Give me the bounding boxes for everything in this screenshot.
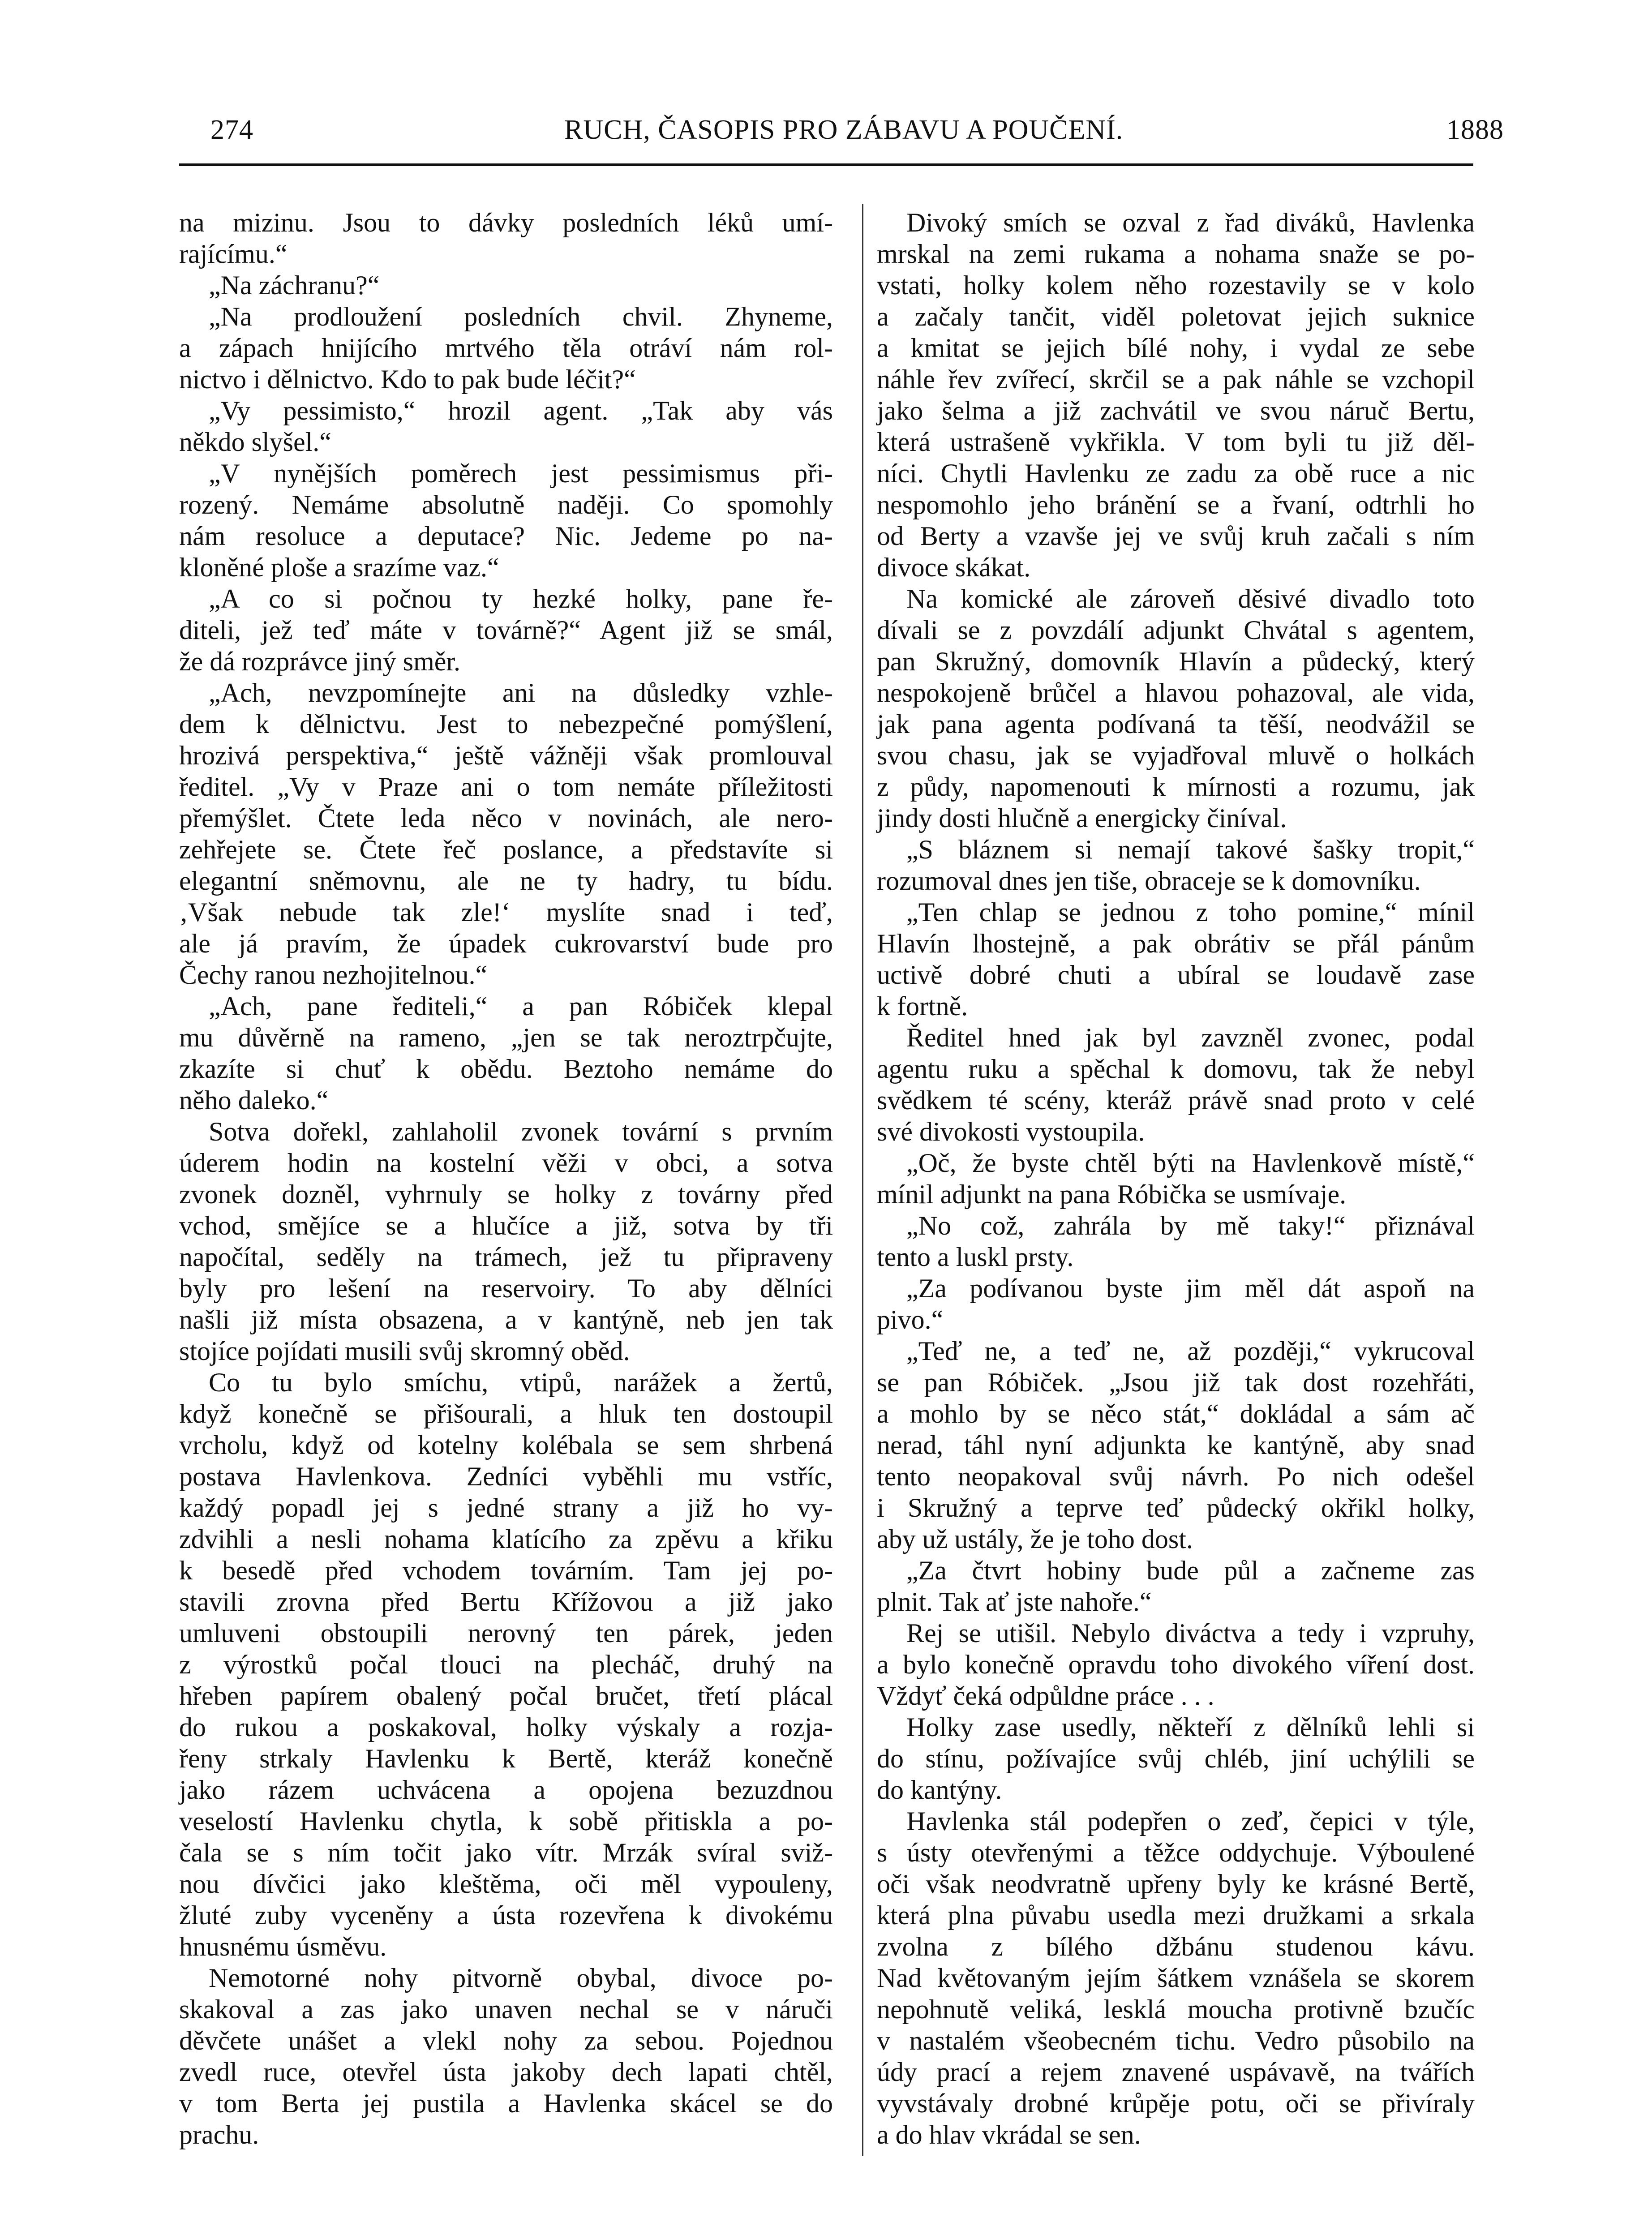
running-header-title: RUCH, ČASOPIS PRO ZÁBAVU A POUČENÍ. [564,115,1124,145]
text-line: když konečně se přišourali, a hluk ten dostoupil [179,1399,833,1428]
text-line: rozený. Nemáme absolutně naději. Co spomohly [179,490,833,519]
text-line: v tom Berta jej pustila a Havlenka skácel se do [179,2089,833,2118]
text-line: k fortně. [877,991,968,1021]
text-line: náhle řev zvířecí, skrčil se a pak náhle se vzchopil [877,365,1475,394]
text-line: kloněné ploše a srazíme vaz.“ [179,553,499,582]
text-line: Ředitel hned jak byl zavzněl zvonec, podal [906,1023,1475,1052]
text-line: „No což, zahrála by mě taky!“ přiznával [906,1211,1475,1240]
text-line: Na komické ale zároveň děsivé divadlo toto [906,584,1475,613]
header-year: 1888 [1446,115,1504,145]
text-line: aby už ustály, že je toho dost. [877,1524,1193,1554]
text-line: „Teď ne, a teď ne, až později,“ vykrucoval [906,1336,1475,1366]
text-line: nictvo i dělnictvo. Kdo to pak bude léčit?“ [179,365,636,394]
text-line: svědkem té scény, kteráž právě snad proto v celé [877,1085,1475,1115]
page-number: 274 [210,115,253,145]
text-line: Rej se utišil. Nebylo diváctva a tedy i vzpruhy, [906,1618,1475,1648]
text-line: z výrostků počal tlouci na plecháč, druhý na [179,1650,833,1679]
paragraph [877,1711,1475,1806]
paragraph [877,1617,1475,1711]
text-line: jindy dosti hlučně a energicky činíval. [877,803,1287,833]
text-line: mu důvěrně na rameno, „jen se tak neroztrpčujte, [179,1023,833,1052]
paragraph [179,395,833,458]
text-line: níci. Chytli Havlenku ze zadu za obě ruce a nic [877,459,1475,488]
paragraph [877,1335,1475,1555]
text-line: a kmitat se jejich bílé nohy, i vydal ze sebe [877,333,1475,363]
text-line: že dá rozprávce jiný směr. [179,647,461,676]
text-line: elegantní sněmovnu, ale ne ty hadry, tu bídu. [179,866,833,896]
paragraph [877,1147,1475,1210]
text-line: umluveni obstoupili nerovný ten párek, jeden [179,1618,833,1648]
paragraph [877,583,1475,834]
text-line: „Ach, nevzpomínejte ani na důsledky vzhle- [209,678,833,708]
text-line: a bylo konečně opravdu toho divokého víření dost. [877,1650,1475,1679]
text-line: vyvstávaly drobné krůpěje potu, oči se přivíraly [877,2089,1475,2118]
text-line: dívali se z povzdálí adjunkt Chvátal s agentem, [877,615,1475,645]
text-line: do stínu, požívajíce svůj chléb, jiní uchýlili se [877,1744,1475,1773]
text-line: čala se s ním točit jako vítr. Mrzák svíral sviž- [179,1838,833,1867]
text-line: hnusnému úsměvu. [179,1932,387,1961]
text-line: hřeben papírem obalený počal bručet, třetí plácal [179,1681,833,1711]
right-column [877,207,1475,2150]
text-line: stojíce pojídati musili svůj skromný oběd. [179,1336,630,1366]
text-line: svou chasu, jak se vyjadřoval mluvě o holkách [877,741,1475,770]
text-line: rozumoval dnes jen tiše, obraceje se k domovníku. [877,866,1421,896]
text-line: stavili zrovna před Bertu Křížovou a již jako [179,1587,833,1617]
paragraph [179,1116,833,1367]
paragraph [179,207,833,270]
text-line: do kantýny. [877,1775,1002,1805]
text-line: vrcholu, když od kotelny kolébala se sem shrbená [179,1430,833,1460]
column-divider [862,204,863,2156]
text-line: „Vy pessimisto,“ hrozil agent. „Tak aby vás [209,396,833,425]
paragraph [179,301,833,395]
text-line: zehřejete se. Čtete řeč poslance, a představíte si [179,835,833,864]
paragraph [179,1367,833,1962]
text-line: Divoký smích se ozval z řad diváků, Havlenka [906,208,1475,237]
text-line: děvčete unášet a vlekl nohy za sebou. Pojednou [179,2026,833,2055]
text-line: diteli, jež teď máte v továrně?“ Agent již se smál, [179,615,833,645]
text-line: napočítal, seděly na trámech, jež tu připraveny [179,1242,833,1272]
paragraph [877,207,1475,583]
paragraph [179,270,833,301]
text-line: našli již místa obsazena, a v kantýně, neb jen tak [179,1305,833,1334]
text-line: jako šelma a již zachvátil ve svou náruč Bertu, [877,396,1475,425]
text-line: a mohlo by se něco stát,“ dokládal a sám ač [877,1399,1475,1428]
text-line: nerad, táhl nyní adjunkta ke kantýně, aby snad [877,1430,1475,1460]
text-line: mrskal na zemi rukama a nohama snaže se po- [877,239,1475,269]
text-line: s ústy otevřenými a těžce oddychuje. Výboulené [877,1838,1475,1867]
text-line: pan Skružný, domovník Hlavín a půdecký, který [877,647,1475,676]
text-line: prachu. [179,2120,259,2149]
paragraph [877,1273,1475,1335]
text-line: ale já pravím, že úpadek cukrovarství bude pro [179,929,833,958]
text-line: „Za podívanou byste jim měl dát aspoň na [906,1274,1475,1303]
text-line: „Ten chlap se jednou z toho pomine,“ mínil [906,897,1475,927]
text-line: vchod, smějíce se a hlučíce a již, sotva by tři [179,1211,833,1240]
text-line: něho daleko.“ [179,1085,329,1115]
text-line: Sotva dořekl, zahlaholil zvonek tovární s prvním [209,1117,833,1146]
text-line: nespomohlo jeho bránění se a řvaní, odtrhli ho [877,490,1475,519]
text-line: jako rázem uchvácena a opojena bezuzdnou [179,1775,833,1805]
text-line: plnit. Tak ať jste nahoře.“ [877,1587,1152,1617]
text-line: která ustrašeně vykřikla. V tom byli tu již děl- [877,427,1475,457]
text-line: své divokosti vystoupila. [877,1117,1145,1146]
header-rule [179,163,1473,166]
text-line: „Ach, pane řediteli,“ a pan Róbiček klepal [209,991,833,1021]
text-line: nám resoluce a deputace? Nic. Jedeme po na- [179,521,833,551]
text-line: divoce skákat. [877,553,1031,582]
text-line: „Za čtvrt hobiny bude půl a začneme zas [906,1556,1475,1585]
text-line: Nad květovaným jejím šátkem vznášela se skorem [877,1963,1475,1993]
text-line: veselostí Havlenku chytla, k sobě přitiskla a po- [179,1806,833,1836]
text-line: „A co si počnou ty hezké holky, pane ře- [209,584,833,613]
text-line: Co tu bylo smíchu, vtipů, narážek a žertů, [209,1368,833,1397]
text-line: k besedě před vchodem továrním. Tam jej po- [179,1556,833,1585]
paragraph [877,1555,1475,1617]
text-line: rajícímu.“ [179,239,287,269]
text-line: ředitel. „Vy v Praze ani o tom nemáte příležitosti [179,772,833,802]
paragraph [179,991,833,1116]
text-line: a zápach hnijícího mrtvého těla otráví nám rol- [179,333,833,363]
text-line: uctivě dobré chuti a ubíral se loudavě zase [877,960,1475,990]
text-line: a do hlav vkrádal se sen. [877,2120,1141,2149]
left-column [179,207,833,2150]
text-line: tento neopakoval svůj návrh. Po nich odešel [877,1462,1475,1491]
text-line: postava Havlenkova. Zedníci vyběhli mu vstříc, [179,1462,833,1491]
paragraph [877,1806,1475,2150]
text-line: nou dívčici jako kleštěma, oči měl vypouleny, [179,1869,833,1899]
paragraph [877,1022,1475,1147]
text-line: tento a luskl prsty. [877,1242,1074,1272]
text-line: „Na záchranu?“ [209,270,380,300]
text-line: mínil adjunkt na pana Róbička se usmívaje. [877,1180,1347,1209]
paragraph [179,677,833,991]
text-line: zkazíte si chuť k obědu. Beztoho nemáme do [179,1054,833,1084]
text-line: zvedl ruce, otevřel ústa jakoby dech lapati chtěl, [179,2057,833,2087]
paragraph [877,896,1475,1022]
text-line: která plna půvabu usedla mezi družkami a srkala [877,1900,1475,1930]
text-line: někdo slyšel.“ [179,427,331,457]
text-line: do rukou a poskakoval, holky výskaly a rozja- [179,1712,833,1742]
text-line: pivo.“ [877,1305,944,1334]
text-line: „V nynějších poměrech jest pessimismus při- [209,459,833,488]
text-line: hrozivá perspektiva,“ ještě vážněji však promlouval [179,741,833,770]
text-line: oči však neodvratně upřeny byly ke krásné Bertě, [877,1869,1475,1899]
text-line: „Oč, že byste chtěl býti na Havlenkově místě,“ [906,1148,1475,1178]
text-line: Vždyť čeká odpůldne práce . . . [877,1681,1214,1711]
text-line: na mizinu. Jsou to dávky posledních léků umí- [179,208,833,237]
text-line: každý popadl jej s jedné strany a již ho vy- [179,1493,833,1523]
text-line: dem k dělnictvu. Jest to nebezpečné pomýšlení, [179,709,833,739]
text-line: Hlavín lhostejně, a pak obrátiv se přál pánům [877,929,1475,958]
text-line: údy prací a rejem znavené uspávavě, na tvářích [877,2057,1475,2087]
text-line: nespokojeně brůčel a hlavou pohazoval, ale vida, [877,678,1475,708]
text-line: řeny strkaly Havlenku k Bertě, kteráž konečně [179,1744,833,1773]
text-line: „S bláznem si nemají takové šašky tropit,“ [906,835,1475,864]
text-line: Holky zase usedly, někteří z dělníků lehli si [906,1712,1475,1742]
text-line: zvonek dozněl, vyhrnuly se holky z továrny před [179,1180,833,1209]
text-line: a začaly tančit, viděl poletovat jejich suknice [877,302,1475,331]
text-line: z půdy, napomenouti k mírnosti a rozumu, jak [877,772,1475,802]
paragraph [877,1210,1475,1273]
text-line: Čechy ranou nezhojitelnou.“ [179,960,488,990]
text-line: nepohnutě veliká, lesklá moucha protivně bzučíc [877,1995,1475,2024]
paragraph [179,1962,833,2150]
paragraph [179,458,833,583]
text-line: přemýšlet. Čtete leda něco v novinách, ale nero- [179,803,833,833]
text-line: žluté zuby vyceněny a ústa rozevřena k divokému [179,1900,833,1930]
text-line: Nemotorné nohy pitvorně obybal, divoce po- [209,1963,833,1993]
text-line: Havlenka stál podepřen o zeď, čepici v týle, [906,1806,1475,1836]
text-line: byly pro lešení na reservoiry. To aby dělníci [179,1274,833,1303]
text-line: agentu ruku a spěchal k domovu, tak že nebyl [877,1054,1475,1084]
text-line: od Berty a vzavše jej ve svůj kruh začali s ním [877,521,1475,551]
text-line: zdvihli a nesli nohama klatícího za zpěvu a křiku [179,1524,833,1554]
paragraph [179,583,833,677]
text-line: jak pana agenta podívaná ta těší, neodvážil se [877,709,1475,739]
text-line: zvolna z bílého džbánu studenou kávu. [877,1932,1475,1961]
text-line: i Skružný a teprve teď půdecký okřikl holky, [877,1493,1475,1523]
text-line: úderem hodin na kostelní věži v obci, a sotva [179,1148,833,1178]
paragraph [877,834,1475,896]
text-line: skakoval a zas jako unaven nechal se v náruči [179,1995,833,2024]
text-line: se pan Róbiček. „Jsou již tak dost rozehřáti, [877,1368,1475,1397]
text-line: v nastalém všeobecném tichu. Vedro působilo na [877,2026,1475,2055]
text-line: ‚Však nebude tak zle!‘ myslíte snad i teď, [179,897,833,927]
text-line: vstati, holky kolem něho rozestavily se v kolo [877,270,1475,300]
text-line: „Na prodloužení posledních chvil. Zhyneme, [209,302,833,331]
